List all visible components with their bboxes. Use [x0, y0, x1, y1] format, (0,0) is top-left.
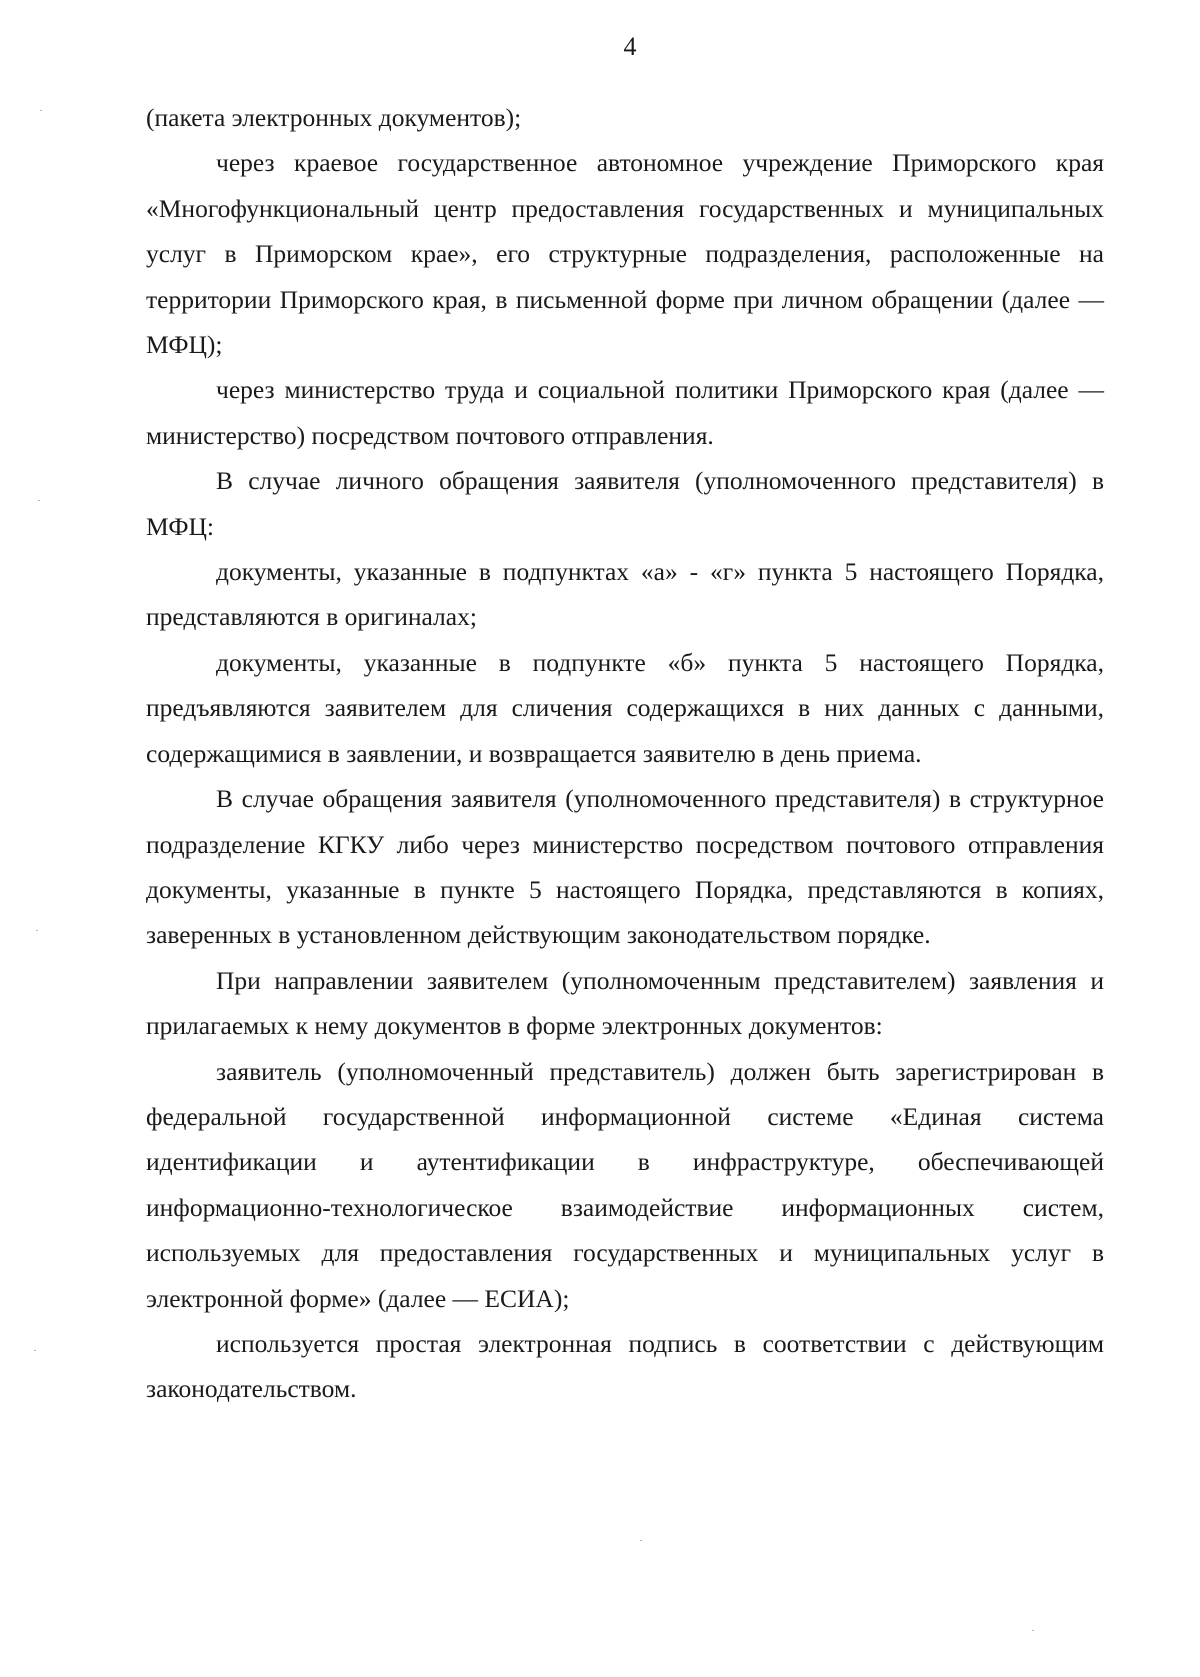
- paragraph-continuation: (пакета электронных документов);: [146, 103, 522, 132]
- page-number: 4: [623, 32, 637, 61]
- paragraph-originals: документы, указанные в подпунктах «а» - «г» пункта 5 настоящего Порядка, представляются в оригиналах;: [146, 557, 1104, 632]
- document-body: [146, 95, 1104, 1412]
- scan-speck: [1032, 1630, 1034, 1631]
- paragraph-copies: В случае обращения заявителя (уполномоченного представителя) в структурное подразделение КГКУ либо через министерство посредством почтового отправления документы, указанные в пункте 5 настоящего Порядка, представляются в копиях, заверенных в установленном действующим законодательством порядке.: [146, 784, 1104, 950]
- paragraph-personal-visit-mfc: В случае личного обращения заявителя (уполномоченного представителя) в МФЦ:: [146, 466, 1104, 541]
- scan-speck: [40, 110, 42, 111]
- scan-speck: [34, 1350, 36, 1351]
- scan-speck: [36, 930, 38, 931]
- paragraph-electronic-signature: используется простая электронная подпись в соответствии с действующим законодательством.: [146, 1328, 1104, 1404]
- scan-speck: [38, 500, 40, 501]
- paragraph-ministry-channel: через министерство труда и социальной политики Приморского края (далее — министерство) посредством почтового отправления.: [146, 375, 1104, 450]
- paragraph-electronic-submission: При направлении заявителем (уполномоченным представителем) заявления и прилагаемых к нему документов в форме электронных документов:: [146, 965, 1104, 1041]
- scan-speck: [640, 1540, 642, 1541]
- paragraph-mfc-channel: через краевое государственное автономное учреждение Приморского края «Многофункциональный центр предоставления государственных и муниципальных услуг в Приморском крае», его структурные подразделения, расположенные на территории Приморского края, в письменной форме при личном обращении (далее — МФЦ);: [146, 148, 1104, 360]
- paragraph-document-check: документы, указанные в подпункте «б» пункта 5 настоящего Порядка, предъявляются заявителем для сличения содержащихся в них данных с данными, содержащимися в заявлении, и возвращается заявителю в день приема.: [146, 647, 1104, 768]
- paragraph-esia-registration: заявитель (уполномоченный представитель) должен быть зарегистрирован в федеральной государственной информационной системе «Единая система идентификации и аутентификации в инфраструктуре, обеспечивающей информационно-технологическое взаимодействие информационных систем, используемых для предоставления государственных и муниципальных услуг в электронной форме» (далее — ЕСИА);: [146, 1056, 1104, 1313]
